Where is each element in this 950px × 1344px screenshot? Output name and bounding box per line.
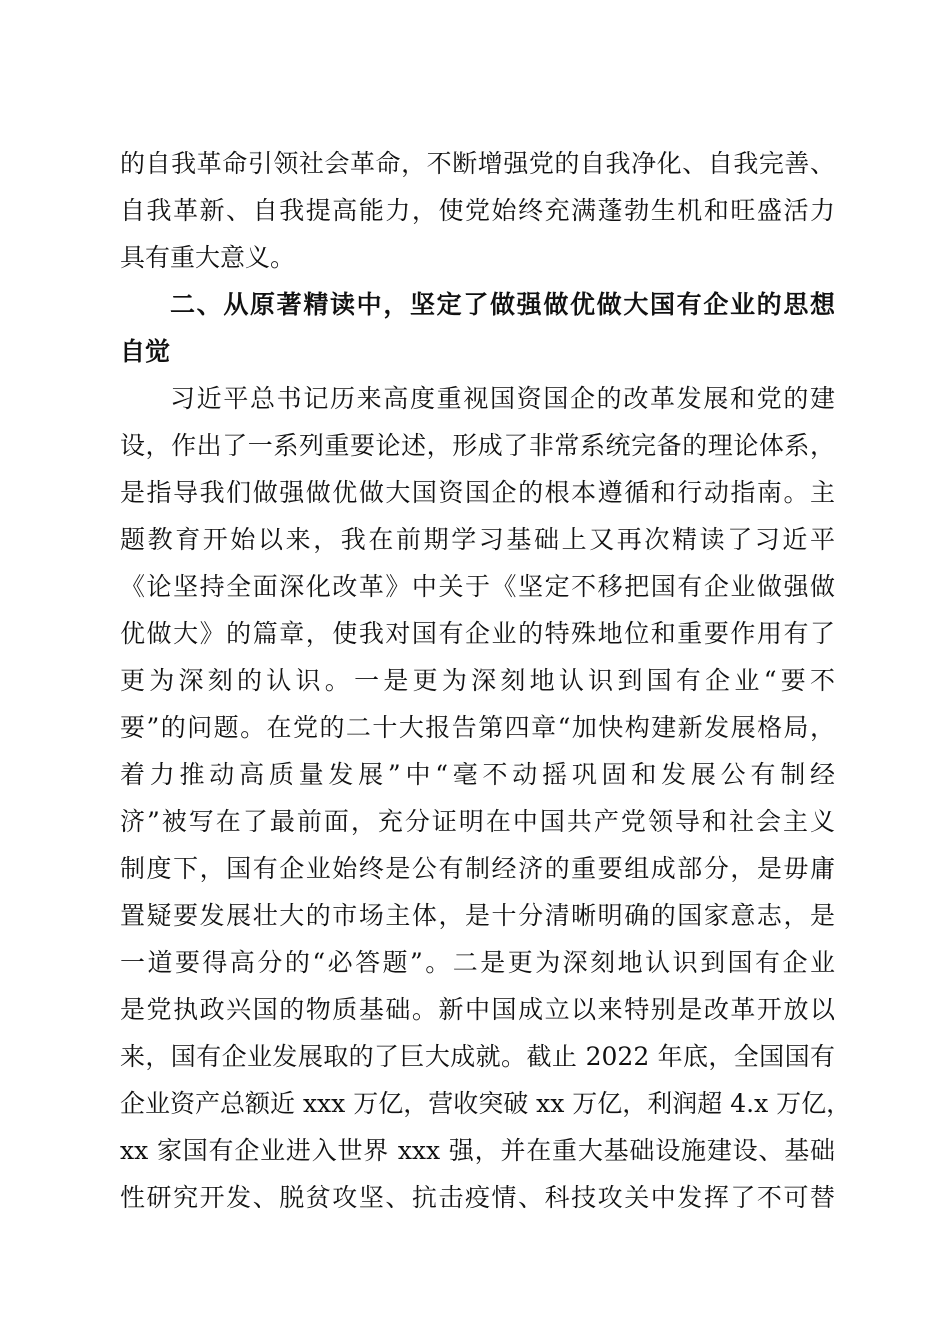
paragraph-continuation (120, 140, 835, 281)
text-line: 《论坚持全面深化改革》中关于《坚定不移把国有企业做强做 (120, 572, 835, 601)
text-line: 习近平总书记历来高度重视国资国企的改革发展和党的建 (170, 384, 835, 413)
text-line: 设，作出了一系列重要论述，形成了非常系统完备的理论体系， (120, 431, 835, 460)
document-text (120, 140, 852, 1221)
text-line: 优做大》的篇章，使我对国有企业的特殊地位和重要作用有了 (120, 619, 835, 648)
text-line: 济”被写在了最前面，充分证明在中国共产党领导和社会主义 (120, 807, 835, 836)
text-line: 更为深刻的认识。一是更为深刻地认识到国有企业“要不 (120, 666, 835, 695)
text-line: 要”的问题。在党的二十大报告第四章“加快构建新发展格局， (120, 713, 835, 742)
text-line: 性研究开发、脱贫攻坚、抗击疫情、科技攻关中发挥了不可替 (120, 1183, 835, 1212)
text-line: 企业资产总额近 xxx 万亿，营收突破 xx 万亿，利润超 4.x 万亿， (120, 1089, 852, 1118)
text-line: 自我革新、自我提高能力，使党始终充满蓬勃生机和旺盛活力 (120, 196, 835, 225)
text-line: 制度下，国有企业始终是公有制经济的重要组成部分，是毋庸 (120, 854, 835, 883)
text-line: 的自我革命引领社会革命，不断增强党的自我净化、自我完善、 (120, 149, 835, 178)
text-line: 一道要得高分的“必答题”。二是更为深刻地认识到国有企业 (120, 948, 835, 977)
heading-line: 自觉 (120, 337, 171, 366)
text-line: 题教育开始以来，我在前期学习基础上又再次精读了习近平 (120, 525, 835, 554)
heading-line: 二、从原著精读中，坚定了做强做优做大国有企业的思想 (170, 290, 835, 319)
text-line: 是指导我们做强做优做大国资国企的根本遵循和行动指南。主 (120, 478, 835, 507)
body-paragraph (120, 375, 852, 1221)
text-line: 着力推动高质量发展”中“毫不动摇巩固和发展公有制经 (120, 760, 835, 789)
text-line: 是党执政兴国的物质基础。新中国成立以来特别是改革开放以 (120, 995, 835, 1024)
section-heading (120, 281, 835, 375)
text-line: 来，国有企业发展取的了巨大成就。截止 2022 年底，全国国有 (120, 1042, 835, 1071)
text-line: 置疑要发展壮大的市场主体，是十分清晰明确的国家意志，是 (120, 901, 835, 930)
text-line: 具有重大意义。 (120, 243, 296, 272)
text-line: xx 家国有企业进入世界 xxx 强，并在重大基础设施建设、基础 (120, 1136, 835, 1165)
